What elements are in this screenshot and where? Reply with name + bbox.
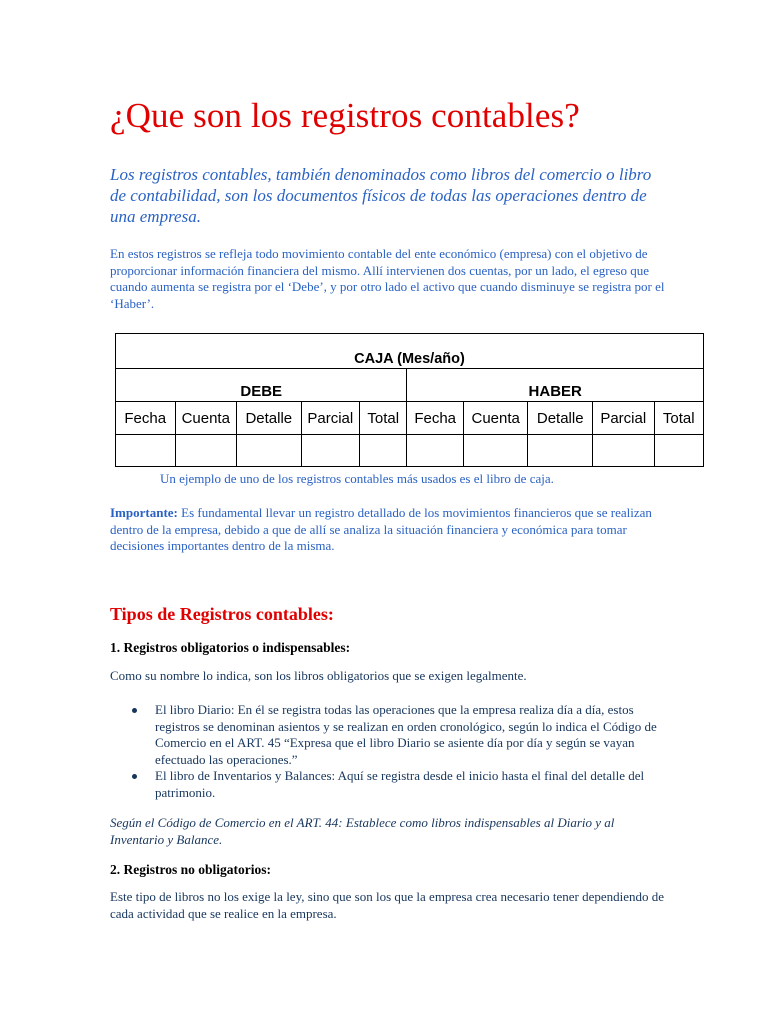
bullet-icon xyxy=(132,708,137,713)
caja-ledger-table xyxy=(115,333,704,467)
section1-heading: 1. Registros obligatorios o indispensables: xyxy=(110,640,351,655)
important-paragraph xyxy=(110,505,670,555)
table-haber-header: HABER xyxy=(407,369,704,402)
column-header: Parcial xyxy=(593,402,655,435)
page-title: ¿Que son los registros contables? xyxy=(110,96,580,135)
list-item-text: El libro de Inventarios y Balances: Aquí se registra desde el inicio hasta el final del detalle del patrimonio. xyxy=(155,768,645,800)
table-cell xyxy=(407,435,463,467)
types-heading: Tipos de Registros contables: xyxy=(110,604,334,624)
section1-text: Como su nombre lo indica, son los libros obligatorios que se exigen legalmente. xyxy=(110,668,527,683)
table-cell xyxy=(301,435,359,467)
table-row xyxy=(116,435,704,467)
table-cell xyxy=(116,435,176,467)
column-header: Cuenta xyxy=(175,402,237,435)
list-item xyxy=(110,702,670,768)
column-header: Parcial xyxy=(301,402,359,435)
column-header: Cuenta xyxy=(463,402,528,435)
important-text: Es fundamental llevar un registro detallado de los movimientos financieros que se realizan dentro de la empresa, debido a que de allí se analiza la situación financiera y económica para tomar decisiones importantes dentro de la misma. xyxy=(110,505,652,553)
section1-bullet-list xyxy=(110,702,670,801)
table-cell xyxy=(237,435,302,467)
list-item xyxy=(110,768,670,801)
column-header: Fecha xyxy=(116,402,176,435)
table-column-header-row xyxy=(116,402,704,435)
table-cell xyxy=(593,435,655,467)
legal-note: Según el Código de Comercio en el ART. 44: Establece como libros indispensables al Diario y al Inventario y Balance. xyxy=(110,815,615,847)
table-cell xyxy=(360,435,407,467)
column-header: Total xyxy=(360,402,407,435)
table-cell xyxy=(463,435,528,467)
table-cell xyxy=(528,435,593,467)
bullet-icon xyxy=(132,774,137,779)
table-cell xyxy=(654,435,703,467)
column-header: Detalle xyxy=(528,402,593,435)
important-label: Importante: xyxy=(110,505,178,520)
column-header: Fecha xyxy=(407,402,463,435)
column-header: Detalle xyxy=(237,402,302,435)
table-caption: Un ejemplo de uno de los registros contables más usados es el libro de caja. xyxy=(160,471,554,486)
section2-heading: 2. Registros no obligatorios: xyxy=(110,862,271,877)
list-item-text: El libro Diario: En él se registra todas las operaciones que la empresa realiza día a día, estos registros se denominan asientos y se realizan en orden cronológico, según lo indica el Código de Comercio en el ART. 45 “Expresa que el libro Diario se asiente día por día y según se vayan efectuado las operaciones.” xyxy=(155,702,657,767)
description-paragraph: En estos registros se refleja todo movimiento contable del ente económico (empresa) con el objetivo de proporcionar información financiera del mismo. Allí intervienen dos cuentas, por un lado, el egreso que cuando aumenta se registra por el ‘Debe’, y por otro lado el activo que cuando disminuye se registra por el ‘Haber’. xyxy=(110,246,665,311)
table-debe-header: DEBE xyxy=(116,369,407,402)
column-header: Total xyxy=(654,402,703,435)
intro-paragraph: Los registros contables, también denominados como libros del comercio o libro de contabilidad, son los documentos físicos de todas las operaciones dentro de una empresa. xyxy=(110,165,652,226)
section2-text: Este tipo de libros no los exige la ley, sino que son los que la empresa crea necesario tener dependiendo de cada actividad que se realice en la empresa. xyxy=(110,889,665,921)
table-title: CAJA (Mes/año) xyxy=(116,334,704,369)
table-cell xyxy=(175,435,237,467)
